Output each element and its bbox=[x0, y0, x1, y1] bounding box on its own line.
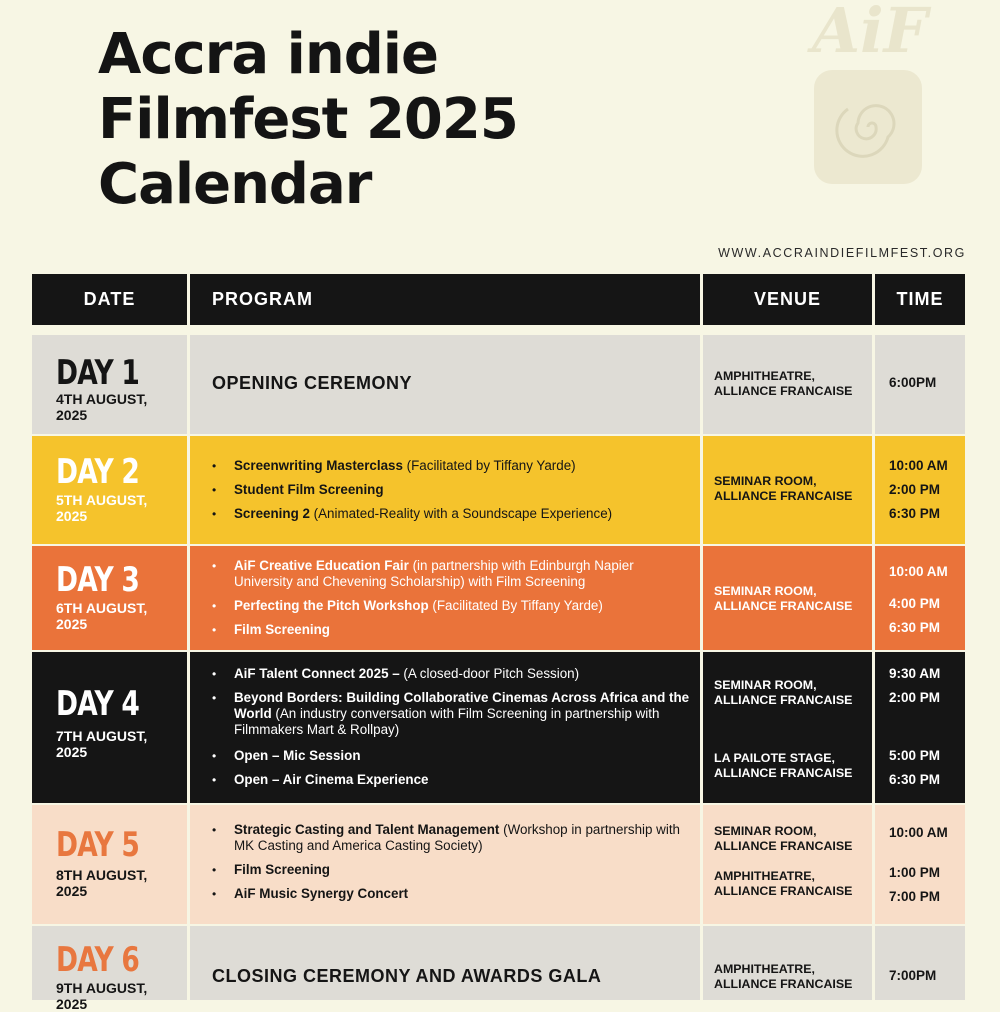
time-text: 6:30 PM bbox=[889, 506, 941, 521]
day-label: DAY 5 bbox=[56, 825, 139, 865]
time-text: 10:00 AM bbox=[889, 564, 948, 579]
venue-cell bbox=[703, 335, 872, 434]
venue-text: AMPHITHEATRE, ALLIANCE FRANCAISE bbox=[714, 369, 853, 398]
time-text: 6:00PM bbox=[889, 375, 937, 390]
day-date: 5TH AUGUST, 2025 bbox=[56, 492, 148, 524]
table-row bbox=[32, 805, 967, 924]
program-cell bbox=[190, 335, 700, 434]
time-text: 4:00 PM bbox=[889, 596, 941, 611]
venue-text: SEMINAR ROOM, ALLIANCE FRANCAISE bbox=[714, 678, 853, 707]
day-date: 4TH AUGUST, 2025 bbox=[56, 391, 148, 423]
day-label: DAY 6 bbox=[56, 940, 139, 980]
program-title: CLOSING CEREMONY AND AWARDS GALA bbox=[212, 966, 602, 986]
website-link[interactable]: WWW.ACCRAINDIEFILMFEST.ORG bbox=[718, 246, 966, 260]
program-item: • Perfecting the Pitch Workshop (Facilitated By Tiffany Yarde) bbox=[212, 598, 692, 614]
program-item: • AiF Music Synergy Concert bbox=[212, 886, 692, 902]
time-text: 2:00 PM bbox=[889, 690, 941, 705]
venue-text: AMPHITHEATRE, ALLIANCE FRANCAISE bbox=[714, 962, 853, 991]
venue-text: SEMINAR ROOM, ALLIANCE FRANCAISE bbox=[714, 824, 853, 853]
time-text: 7:00PM bbox=[889, 968, 937, 983]
day-label: DAY 4 bbox=[56, 684, 139, 724]
venue-text: AMPHITHEATRE, ALLIANCE FRANCAISE bbox=[714, 869, 853, 898]
time-text: 1:00 PM bbox=[889, 865, 941, 880]
table-row bbox=[32, 436, 967, 544]
program-cell bbox=[190, 926, 700, 1000]
date-cell bbox=[32, 335, 187, 434]
page-title: Accra indie Filmfest 2025 Calendar bbox=[98, 22, 518, 217]
program-cell bbox=[190, 546, 700, 650]
table-row bbox=[32, 335, 967, 434]
time-text: 5:00 PM bbox=[889, 748, 941, 763]
table-header bbox=[32, 274, 967, 325]
header-program: PROGRAM bbox=[190, 274, 700, 325]
date-cell bbox=[32, 652, 187, 803]
time-cell bbox=[875, 805, 965, 924]
table-row bbox=[32, 652, 967, 803]
program-title: OPENING CEREMONY bbox=[212, 373, 413, 393]
day-date: 7TH AUGUST, 2025 bbox=[56, 728, 148, 760]
date-cell bbox=[32, 436, 187, 544]
header-venue: VENUE bbox=[703, 274, 872, 325]
program-item: • AiF Creative Education Fair (in partnership with Edinburgh Napier University and Chevening Scholarship) with Film Screening bbox=[212, 558, 692, 590]
table-row bbox=[32, 546, 967, 650]
venue-text: SEMINAR ROOM, ALLIANCE FRANCAISE bbox=[714, 474, 853, 503]
venue-text: SEMINAR ROOM, ALLIANCE FRANCAISE bbox=[714, 584, 853, 613]
venue-cell bbox=[703, 805, 872, 924]
time-cell bbox=[875, 652, 965, 803]
program-item: • Screenwriting Masterclass (Facilitated by Tiffany Yarde) bbox=[212, 458, 692, 474]
day-label: DAY 3 bbox=[56, 560, 139, 600]
time-text: 2:00 PM bbox=[889, 482, 941, 497]
aif-logo bbox=[806, 0, 936, 190]
venue-cell bbox=[703, 436, 872, 544]
venue-cell bbox=[703, 546, 872, 650]
spiral-logo-icon bbox=[814, 70, 922, 184]
time-text: 10:00 AM bbox=[889, 458, 948, 473]
program-item: • Strategic Casting and Talent Management (Workshop in partnership with MK Casting and America Casting Society) bbox=[212, 822, 692, 854]
time-text: 7:00 PM bbox=[889, 889, 941, 904]
day-date: 6TH AUGUST, 2025 bbox=[56, 600, 148, 632]
program-item: • Screening 2 (Animated-Reality with a Soundscape Experience) bbox=[212, 506, 692, 522]
program-item: • AiF Talent Connect 2025 – (A closed-door Pitch Session) bbox=[212, 666, 692, 682]
time-text: 10:00 AM bbox=[889, 825, 948, 840]
program-item: • Student Film Screening bbox=[212, 482, 692, 498]
program-item: • Film Screening bbox=[212, 862, 692, 878]
venue-cell bbox=[703, 926, 872, 1000]
day-label: DAY 2 bbox=[56, 452, 139, 492]
day-date: 9TH AUGUST, 2025 bbox=[56, 980, 148, 1012]
venue-text: LA PAILOTE STAGE, ALLIANCE FRANCAISE bbox=[714, 751, 853, 780]
program-cell bbox=[190, 436, 700, 544]
time-text: 9:30 AM bbox=[889, 666, 941, 681]
date-cell bbox=[32, 926, 187, 1012]
program-cell bbox=[190, 652, 700, 803]
time-cell bbox=[875, 546, 965, 650]
header-time: TIME bbox=[875, 274, 965, 325]
logo-text: AiF bbox=[812, 0, 928, 67]
program-item: • Open – Air Cinema Experience bbox=[212, 772, 692, 788]
venue-cell bbox=[703, 652, 872, 803]
day-label: DAY 1 bbox=[56, 353, 139, 393]
date-cell bbox=[32, 805, 187, 924]
program-cell bbox=[190, 805, 700, 924]
time-cell bbox=[875, 436, 965, 544]
time-cell bbox=[875, 926, 965, 1000]
program-item: • Beyond Borders: Building Collaborative Cinemas Across Africa and the World (An industry conversation with Film Screening in partnership with Filmmakers Mart & Rollpay) bbox=[212, 690, 692, 738]
time-text: 6:30 PM bbox=[889, 772, 941, 787]
header-date: DATE bbox=[32, 274, 187, 325]
time-cell bbox=[875, 335, 965, 434]
program-item: • Film Screening bbox=[212, 622, 692, 638]
day-date: 8TH AUGUST, 2025 bbox=[56, 867, 148, 899]
time-text: 6:30 PM bbox=[889, 620, 941, 635]
table-row bbox=[32, 926, 967, 1012]
program-item: • Open – Mic Session bbox=[212, 748, 692, 764]
date-cell bbox=[32, 546, 187, 650]
schedule-table bbox=[32, 274, 967, 1012]
